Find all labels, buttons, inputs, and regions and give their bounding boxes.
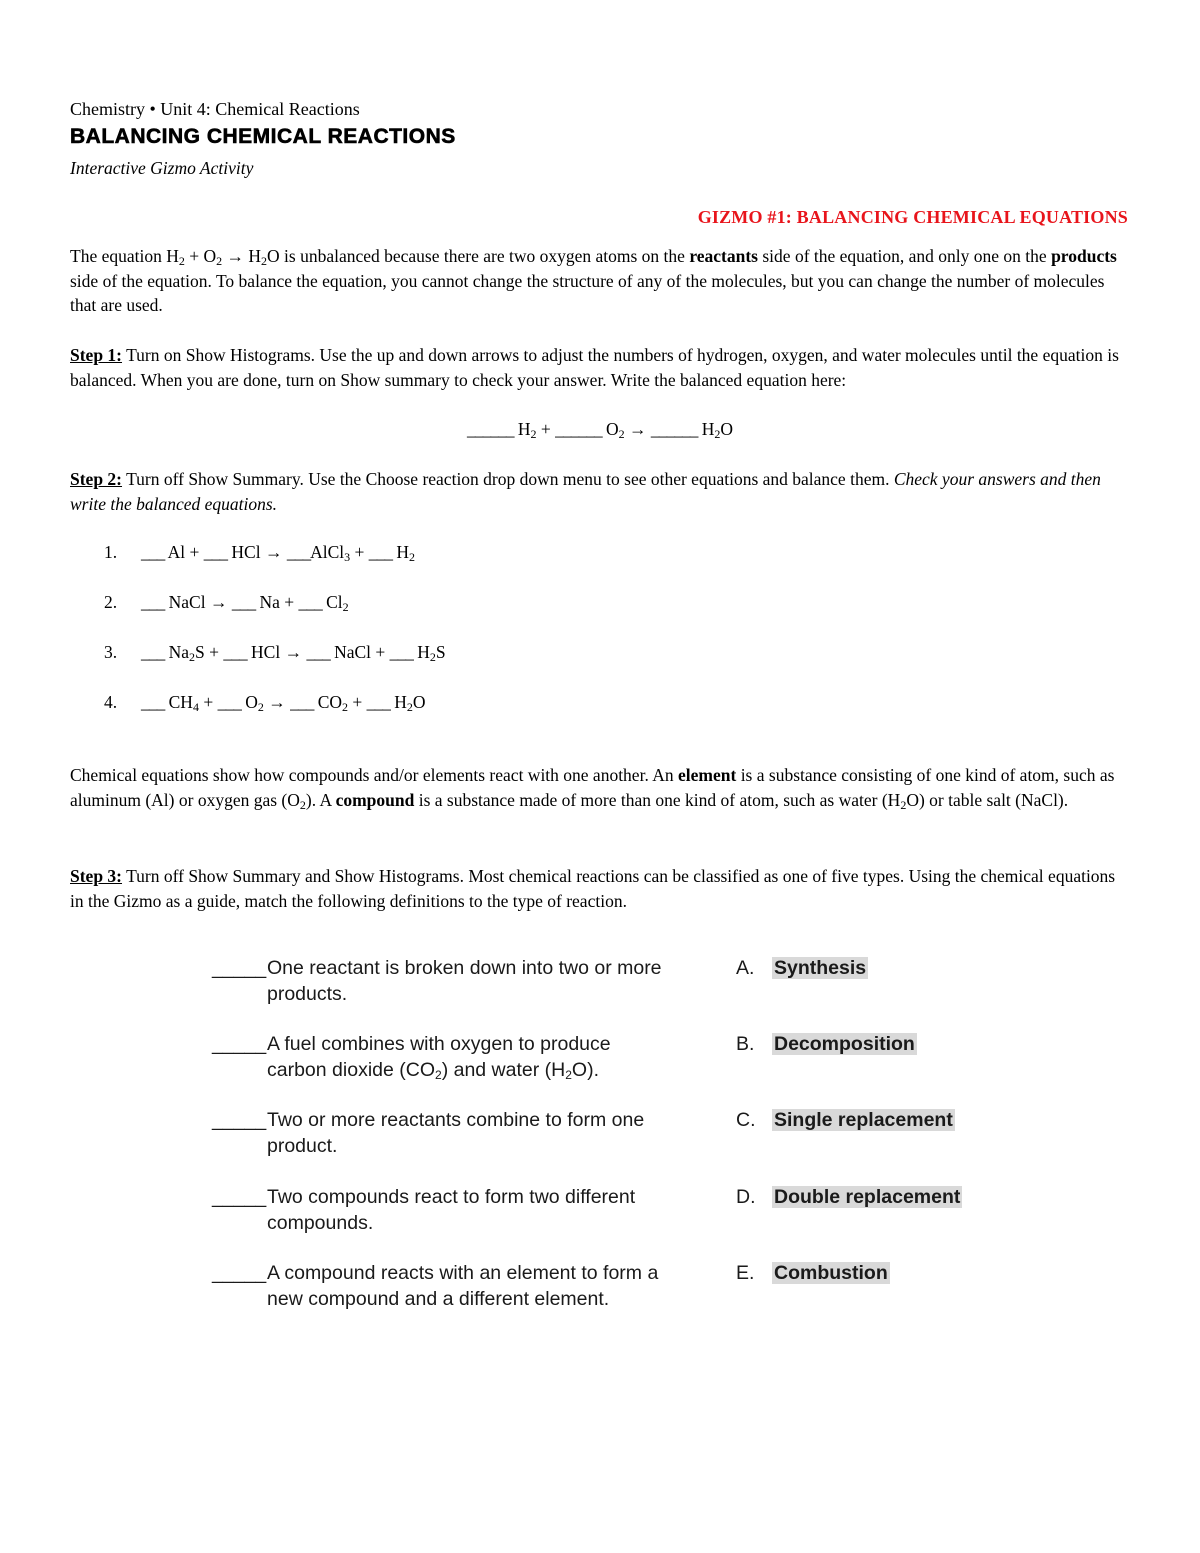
option-name: Synthesis [774, 957, 867, 979]
text: H [392, 542, 410, 562]
text: The equation H [70, 246, 179, 266]
step2-text: Turn off Show Summary. Use the Choose reaction drop down menu to see other equations and balance them. [122, 469, 894, 489]
answer-blank[interactable]: ______ [555, 419, 602, 439]
subscript: 2 [565, 1068, 572, 1082]
term-products: products [1051, 246, 1117, 266]
subscript: 2 [435, 1068, 442, 1082]
definition-text: Two or more reactants combine to form one product. [267, 1109, 645, 1157]
list-number: 1. [104, 542, 118, 562]
text: → H [222, 246, 262, 266]
answer-blank[interactable]: ___ [141, 592, 165, 612]
option-a [736, 955, 1036, 981]
page-title: BALANCING CHEMICAL REACTIONS [70, 125, 456, 148]
text: + [198, 692, 218, 712]
section-heading: GIZMO #1: BALANCING CHEMICAL EQUATIONS [697, 207, 1128, 227]
step2-label: Step 2: [70, 469, 123, 489]
intro-paragraph [70, 244, 1130, 318]
text: + O [184, 246, 217, 266]
answer-blank[interactable]: _____ [212, 957, 267, 979]
step1-text: Turn on Show Histograms. Use the up and down arrows to adjust the numbers of hydrogen, oxygen, and water molecules until the equation is balanced. When you are done, turn on Show summary to check your answer. Write the balanced equation here: [70, 345, 1119, 390]
text: + [350, 542, 369, 562]
text: S [435, 642, 446, 662]
answer-blank[interactable]: ___ [223, 642, 247, 662]
text: H [513, 419, 531, 439]
text: Na + [255, 592, 299, 612]
answer-blank[interactable]: ___ [306, 642, 330, 662]
answer-blank[interactable]: ___ [203, 542, 228, 562]
elements-paragraph [70, 763, 1130, 812]
answer-blank[interactable]: ___ [389, 642, 413, 662]
answer-blank[interactable]: _____ [212, 1109, 267, 1131]
text: Na [164, 642, 190, 662]
subscript: 2 [342, 700, 349, 714]
answer-blank[interactable]: ___ [231, 592, 256, 612]
answer-blank[interactable]: ___ [366, 692, 390, 712]
option-b [736, 1031, 1036, 1057]
step2-paragraph [70, 467, 1130, 516]
equation-1 [104, 540, 804, 565]
subscript: 2 [257, 700, 264, 714]
text: S + [195, 642, 224, 662]
text: A fuel combines with oxygen to produce carbon dioxide (CO [267, 1033, 611, 1081]
list-number: 2. [104, 592, 118, 612]
text: side of the equation. To balance the equation, you cannot change the structure of any of the molecules, but you can change the number of molecules that are used. [70, 270, 1105, 315]
subscript: 2 [178, 254, 185, 268]
equation-2 [104, 590, 804, 615]
subscript: 2 [714, 427, 721, 441]
text: AlCl [310, 542, 345, 562]
text: O) or table salt (NaCl). [906, 789, 1069, 810]
definition-text: A compound reacts with an element to form a new compound and a different element. [267, 1262, 659, 1310]
text: → [624, 419, 651, 439]
list-number: 3. [104, 642, 118, 662]
text: O is unbalanced because there are two oxygen atoms on the [267, 246, 690, 266]
step3-label: Step 3: [70, 866, 123, 886]
subscript: 2 [530, 427, 537, 441]
answer-blank[interactable]: ___ [141, 542, 165, 562]
subscript: 2 [900, 797, 907, 812]
term-reactants: reactants [689, 246, 758, 266]
answer-blank[interactable]: ___ [141, 642, 165, 662]
text: ) and water (H [441, 1059, 566, 1081]
definition-3 [212, 1107, 682, 1159]
subscript: 2 [342, 600, 349, 614]
answer-blank[interactable]: _____ [212, 1262, 267, 1284]
text: HCl → [246, 642, 307, 662]
text: Chemical equations show how compounds and/or elements react with one another. An [70, 765, 678, 785]
text: CO [313, 692, 343, 712]
page-subtitle: Interactive Gizmo Activity [70, 158, 254, 178]
balanced-equation-blank [0, 417, 1200, 442]
option-e [736, 1260, 1036, 1286]
text: side of the equation, and only one on the [758, 246, 1052, 266]
option-letter: E. [736, 1262, 755, 1284]
definition-text: Two compounds react to form two different compounds. [267, 1186, 636, 1234]
equation-3 [104, 640, 804, 665]
subscript: 3 [344, 550, 351, 564]
subscript: 2 [618, 427, 625, 441]
text: + [348, 692, 367, 712]
subscript: 2 [429, 650, 436, 664]
step3-paragraph [70, 864, 1130, 913]
text: Cl [321, 592, 343, 612]
text: NaCl → [164, 592, 232, 612]
option-d [736, 1184, 1036, 1210]
answer-blank[interactable]: _____ [212, 1186, 267, 1208]
option-name: Single replacement [774, 1109, 953, 1131]
step1-paragraph [70, 343, 1130, 392]
option-letter: A. [736, 957, 755, 979]
text: ). A [305, 789, 336, 810]
text: O [412, 692, 426, 712]
option-name: Decomposition [774, 1033, 915, 1055]
option-name: Double replacement [774, 1186, 961, 1208]
text: H [697, 419, 715, 439]
text: CH [164, 692, 193, 712]
text: Al + [164, 542, 204, 562]
text: HCl → [227, 542, 287, 562]
answer-blank[interactable]: ___ [290, 692, 314, 712]
subscript: 2 [406, 700, 413, 714]
text: H [412, 642, 430, 662]
subscript: 2 [189, 650, 196, 664]
answer-blank[interactable]: ______ [466, 419, 514, 439]
subscript: 4 [192, 700, 199, 714]
step1-label: Step 1: [70, 345, 123, 365]
definition-1 [212, 955, 682, 1007]
definition-4 [212, 1184, 682, 1236]
text: O [240, 692, 258, 712]
answer-blank[interactable]: ___ [141, 692, 165, 712]
option-letter: D. [736, 1186, 756, 1208]
definition-text: One reactant is broken down into two or more products. [267, 957, 662, 1005]
text: is a substance made of more than one kind of atom, such as water (H [414, 789, 901, 810]
subscript: 2 [261, 254, 268, 268]
term-element: element [678, 765, 737, 785]
text: O [601, 419, 619, 439]
option-name: Combustion [774, 1262, 888, 1284]
text: NaCl + [329, 642, 390, 662]
answer-blank[interactable]: ___ [298, 592, 322, 612]
subscript: 2 [299, 797, 306, 812]
text: O). [571, 1059, 600, 1081]
definition-text [267, 1031, 667, 1083]
answer-blank[interactable]: ___ [217, 692, 241, 712]
subscript: 2 [409, 550, 416, 564]
step3-text: Turn off Show Summary and Show Histograms. Most chemical reactions can be classified as one of five types. Using the chemical equations in the Gizmo as a guide, match the following definitions to the type of reaction. [70, 866, 1116, 911]
text: H [389, 692, 407, 712]
answer-blank[interactable]: _____ [212, 1033, 267, 1055]
answer-blank[interactable]: ___ [368, 542, 393, 562]
definition-2 [212, 1031, 682, 1083]
option-letter: C. [736, 1109, 756, 1131]
option-letter: B. [736, 1033, 755, 1055]
course-label: Chemistry • Unit 4: Chemical Reactions [70, 99, 360, 119]
text: is a substance consisting of one kind of atom, such as aluminum (Al) or oxygen gas (O [70, 765, 1115, 810]
list-number: 4. [104, 692, 118, 712]
text: → [263, 692, 291, 712]
answer-blank[interactable]: ______ [650, 419, 698, 439]
step2-instruction: Check your answers and then write the balanced equations. [70, 469, 1101, 514]
term-compound: compound [335, 789, 415, 810]
subscript: 2 [216, 254, 223, 268]
definition-5 [212, 1260, 682, 1312]
text: O [720, 419, 734, 439]
text: + [536, 419, 556, 439]
equation-4 [104, 690, 804, 715]
option-c [736, 1107, 1036, 1133]
answer-blank[interactable]: ___ [286, 542, 311, 562]
